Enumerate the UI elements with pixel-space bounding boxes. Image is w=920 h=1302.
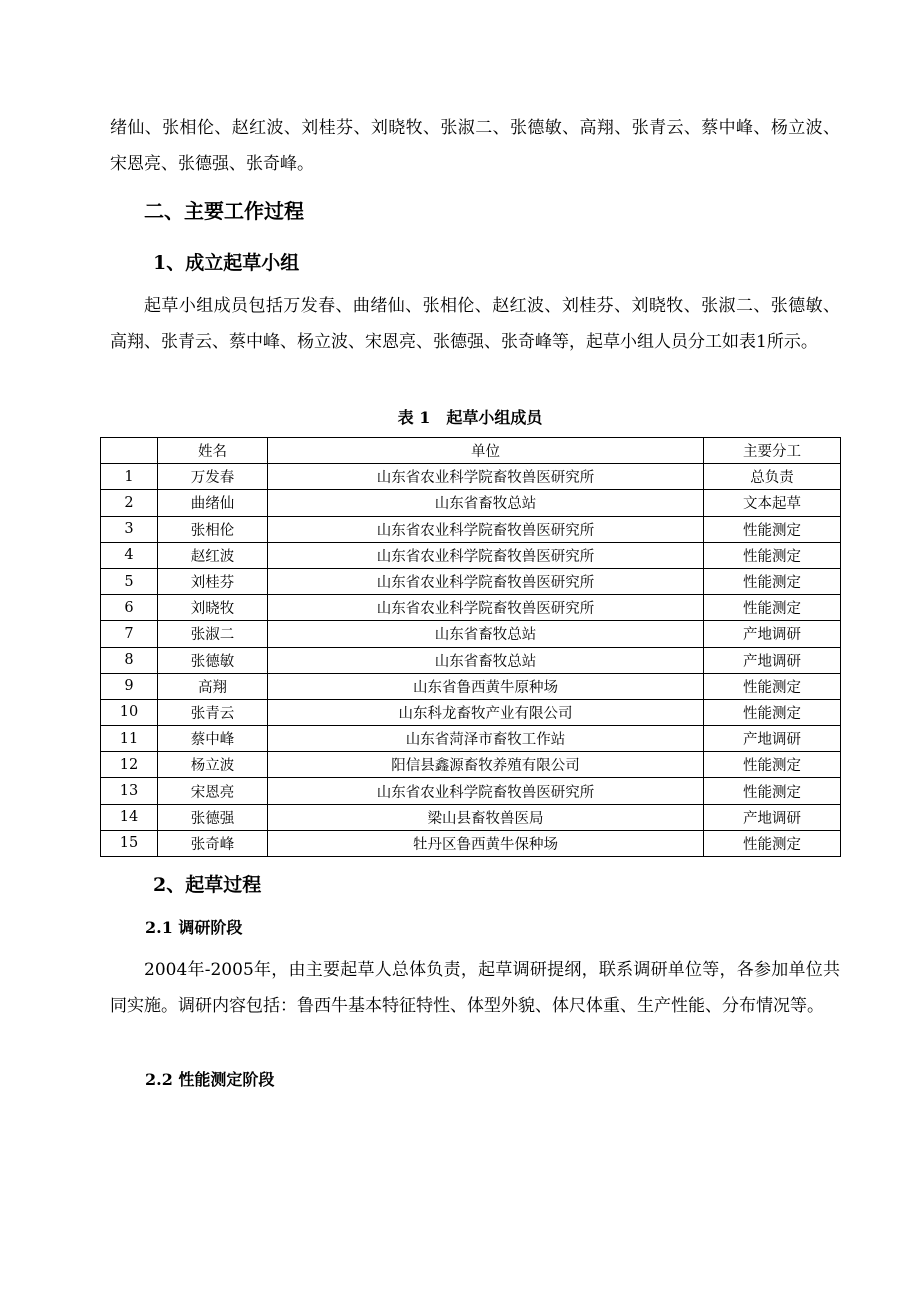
cell-index: 5 [101, 568, 158, 594]
cell-role: 性能测定 [704, 595, 841, 621]
table-caption-number: 表 1 [397, 408, 431, 427]
table-row [101, 778, 841, 804]
cell-name: 张青云 [158, 699, 268, 725]
cell-index: 8 [101, 647, 158, 673]
cell-name: 蔡中峰 [158, 726, 268, 752]
cell-role: 产地调研 [704, 647, 841, 673]
subsection-title-performance-test-stage: 2.2 性能测定阶段 [145, 1070, 275, 1089]
table-row [101, 699, 841, 725]
table-row [101, 647, 841, 673]
cell-unit: 山东省畜牧总站 [268, 647, 704, 673]
cell-role: 性能测定 [704, 778, 841, 804]
cell-role: 文本起草 [704, 490, 841, 516]
cell-name: 张德敏 [158, 647, 268, 673]
cell-index: 13 [101, 778, 158, 804]
table-row [101, 673, 841, 699]
table-row [101, 621, 841, 647]
cell-unit: 山东省农业科学院畜牧兽医研究所 [268, 464, 704, 490]
cell-name: 张德强 [158, 804, 268, 830]
table-row [101, 516, 841, 542]
cell-role: 性能测定 [704, 568, 841, 594]
cell-unit: 阳信县鑫源畜牧养殖有限公司 [268, 752, 704, 778]
drafting-group-members-table [100, 437, 841, 857]
cell-name: 杨立波 [158, 752, 268, 778]
cell-index: 11 [101, 726, 158, 752]
cell-name: 张相伦 [158, 516, 268, 542]
subsection-title-form-group: 1、成立起草小组 [153, 252, 300, 274]
cell-unit: 山东省菏泽市畜牧工作站 [268, 726, 704, 752]
header-name: 姓名 [158, 438, 268, 464]
header-unit: 单位 [268, 438, 704, 464]
table-caption [100, 406, 840, 430]
cell-index: 3 [101, 516, 158, 542]
cell-name: 曲绪仙 [158, 490, 268, 516]
survey-stage-paragraph: 2004年-2005年，由主要起草人总体负责，起草调研提纲，联系调研单位等，各参加单位共同实施。调研内容包括：鲁西牛基本特征特性、体型外貌、体尺体重、生产性能、分布情况等。 [110, 960, 840, 1016]
cell-role: 性能测定 [704, 516, 841, 542]
cell-index: 12 [101, 752, 158, 778]
cell-name: 宋恩亮 [158, 778, 268, 804]
cell-index: 9 [101, 673, 158, 699]
header-role: 主要分工 [704, 438, 841, 464]
cell-index: 15 [101, 830, 158, 856]
cell-role: 性能测定 [704, 542, 841, 568]
table-row [101, 542, 841, 568]
cell-role: 产地调研 [704, 621, 841, 647]
cell-index: 2 [101, 490, 158, 516]
table-row [101, 490, 841, 516]
cell-role: 总负责 [704, 464, 841, 490]
cell-name: 张淑二 [158, 621, 268, 647]
cell-index: 6 [101, 595, 158, 621]
drafting-group-paragraph: 起草小组成员包括万发春、曲绪仙、张相伦、赵红波、刘桂芬、刘晓牧、张淑二、张德敏、高翔、张青云、蔡中峰、杨立波、宋恩亮、张德强、张奇峰等，起草小组人员分工如表1所示。 [110, 296, 840, 352]
cell-role: 性能测定 [704, 830, 841, 856]
cell-index: 4 [101, 542, 158, 568]
cell-unit: 山东省畜牧总站 [268, 621, 704, 647]
header-index [101, 438, 158, 464]
intro-continuation-paragraph: 绪仙、张相伦、赵红波、刘桂芬、刘晓牧、张淑二、张德敏、高翔、张青云、蔡中峰、杨立波、宋恩亮、张德强、张奇峰。 [110, 118, 840, 174]
cell-unit: 山东科龙畜牧产业有限公司 [268, 699, 704, 725]
cell-name: 高翔 [158, 673, 268, 699]
table-row [101, 464, 841, 490]
cell-name: 万发春 [158, 464, 268, 490]
cell-name: 张奇峰 [158, 830, 268, 856]
table-row [101, 752, 841, 778]
cell-role: 性能测定 [704, 699, 841, 725]
cell-unit: 牡丹区鲁西黄牛保种场 [268, 830, 704, 856]
cell-role: 性能测定 [704, 673, 841, 699]
cell-index: 7 [101, 621, 158, 647]
section-title-main-process: 二、主要工作过程 [144, 199, 304, 223]
table-row [101, 568, 841, 594]
cell-name: 刘晓牧 [158, 595, 268, 621]
cell-unit: 山东省农业科学院畜牧兽医研究所 [268, 542, 704, 568]
table-row [101, 595, 841, 621]
cell-unit: 梁山县畜牧兽医局 [268, 804, 704, 830]
cell-unit: 山东省农业科学院畜牧兽医研究所 [268, 595, 704, 621]
subsection-title-drafting-process: 2、起草过程 [153, 874, 262, 896]
table-row [101, 804, 841, 830]
cell-index: 14 [101, 804, 158, 830]
table-caption-title: 起草小组成员 [446, 408, 543, 427]
cell-name: 赵红波 [158, 542, 268, 568]
cell-role: 产地调研 [704, 804, 841, 830]
cell-role: 产地调研 [704, 726, 841, 752]
table-row [101, 726, 841, 752]
table-row [101, 830, 841, 856]
cell-name: 刘桂芬 [158, 568, 268, 594]
table-header-row [101, 438, 841, 464]
cell-unit: 山东省农业科学院畜牧兽医研究所 [268, 778, 704, 804]
cell-role: 性能测定 [704, 752, 841, 778]
cell-unit: 山东省鲁西黄牛原种场 [268, 673, 704, 699]
cell-unit: 山东省农业科学院畜牧兽医研究所 [268, 568, 704, 594]
cell-index: 1 [101, 464, 158, 490]
subsection-title-survey-stage: 2.1 调研阶段 [145, 918, 243, 937]
cell-index: 10 [101, 699, 158, 725]
cell-unit: 山东省农业科学院畜牧兽医研究所 [268, 516, 704, 542]
cell-unit: 山东省畜牧总站 [268, 490, 704, 516]
